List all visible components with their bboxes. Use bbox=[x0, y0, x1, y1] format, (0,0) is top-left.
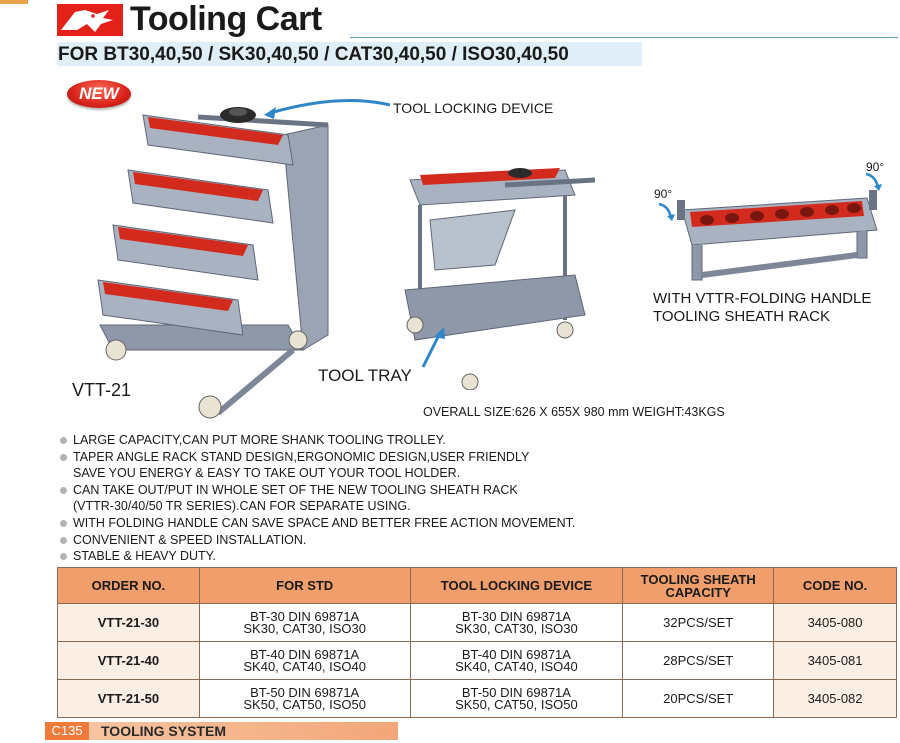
order-no-cell: VTT-21-50 bbox=[58, 680, 200, 718]
feature-item bbox=[58, 548, 658, 565]
tool-tray-arrow bbox=[418, 325, 448, 370]
feature-item bbox=[58, 515, 658, 532]
feature-text: CONVENIENT & SPEED INSTALLATION. bbox=[73, 532, 307, 547]
feature-text: WITH FOLDING HANDLE CAN SAVE SPACE AND BETTER FREE ACTION MOVEMENT. bbox=[73, 515, 576, 530]
feature-item bbox=[58, 432, 658, 449]
header-code-no: CODE NO. bbox=[774, 568, 897, 604]
overall-size-label: OVERALL SIZE:626 X 655X 980 mm WEIGHT:43KGS bbox=[423, 405, 725, 419]
page-title: Tooling Cart bbox=[130, 0, 322, 38]
for-std-line1: BT-30 DIN 69871A bbox=[250, 608, 360, 624]
locking-device-cell bbox=[410, 604, 623, 642]
feature-text-continued: (VTTR-30/40/50 TR SERIES).CAN FOR SEPARATE USING. bbox=[73, 499, 411, 514]
table-row bbox=[58, 604, 897, 642]
tool-tray-label: TOOL TRAY bbox=[318, 366, 412, 385]
page-number: C135 bbox=[45, 722, 89, 740]
order-no-cell: VTT-21-40 bbox=[58, 642, 200, 680]
table-header-row bbox=[58, 568, 897, 604]
feature-item bbox=[58, 449, 658, 482]
feature-text: TAPER ANGLE RACK STAND DESIGN,ERGONOMIC DESIGN,USER FRIENDLY bbox=[73, 449, 530, 464]
locking-device-cell bbox=[410, 680, 623, 718]
tool-locking-device-label: TOOL LOCKING DEVICE bbox=[393, 100, 554, 116]
table-row bbox=[58, 642, 897, 680]
order-no-cell: VTT-21-30 bbox=[58, 604, 200, 642]
feature-item bbox=[58, 532, 658, 549]
locking-device-line2: SK50, CAT50, ISO50 bbox=[455, 696, 578, 712]
for-std-cell bbox=[199, 642, 410, 680]
code-no-cell: 3405-080 bbox=[774, 604, 897, 642]
header-for-std: FOR STD bbox=[199, 568, 410, 604]
table-row bbox=[58, 680, 897, 718]
for-std-cell bbox=[199, 680, 410, 718]
header-sheath-capacity bbox=[623, 568, 774, 604]
folding-rack-caption-line2: TOOLING SHEATH RACK bbox=[653, 308, 830, 325]
feature-item bbox=[58, 482, 658, 515]
rotate-left-icon bbox=[655, 200, 677, 222]
for-std-cell bbox=[199, 604, 410, 642]
code-no-cell: 3405-081 bbox=[774, 642, 897, 680]
capacity-cell: 20PCS/SET bbox=[623, 680, 774, 718]
for-std-line2: SK40, CAT40, ISO40 bbox=[243, 658, 366, 674]
model-label: VTT-21 bbox=[72, 380, 132, 400]
angle-right-label: 90° bbox=[866, 160, 885, 174]
code-no-cell: 3405-082 bbox=[774, 680, 897, 718]
capacity-cell: 32PCS/SET bbox=[623, 604, 774, 642]
for-std-line1: BT-50 DIN 69871A bbox=[250, 684, 360, 700]
header-sheath-capacity-line1: TOOLING SHEATH bbox=[640, 571, 756, 587]
feature-text-continued: SAVE YOU ENERGY & EASY TO TAKE OUT YOUR TOOL HOLDER. bbox=[73, 466, 461, 481]
locking-device-line2: SK30, CAT30, ISO30 bbox=[455, 620, 578, 636]
for-std-line1: BT-40 DIN 69871A bbox=[250, 646, 360, 662]
feature-list bbox=[58, 432, 658, 565]
header-order-no: ORDER NO. bbox=[58, 568, 200, 604]
locking-device-line2: SK40, CAT40, ISO40 bbox=[455, 658, 578, 674]
capacity-cell: 28PCS/SET bbox=[623, 642, 774, 680]
locking-device-cell bbox=[410, 642, 623, 680]
header-divider bbox=[350, 37, 898, 38]
folding-rack-caption-line1: WITH VTTR-FOLDING HANDLE bbox=[653, 290, 872, 307]
for-std-line2: SK30, CAT30, ISO30 bbox=[243, 620, 366, 636]
angle-left-label: 90° bbox=[654, 187, 673, 201]
spec-table bbox=[57, 567, 897, 718]
feature-text: STABLE & HEAVY DUTY. bbox=[73, 549, 216, 564]
header-tool-locking-device: TOOL LOCKING DEVICE bbox=[410, 568, 623, 604]
for-std-line2: SK50, CAT50, ISO50 bbox=[243, 696, 366, 712]
footer-section-title: TOOLING SYSTEM bbox=[101, 723, 226, 739]
new-badge: NEW bbox=[67, 80, 131, 108]
corner-tab bbox=[0, 0, 28, 4]
page-subtitle: FOR BT30,40,50 / SK30,40,50 / CAT30,40,50 / ISO30,40,50 bbox=[58, 44, 569, 65]
brand-logo bbox=[57, 4, 123, 36]
feature-text: CAN TAKE OUT/PUT IN WHOLE SET OF THE NEW TOOLING SHEATH RACK bbox=[73, 482, 518, 497]
locking-device-arrow bbox=[260, 95, 395, 125]
locking-device-line1: BT-30 DIN 69871A bbox=[461, 608, 571, 624]
feature-text: LARGE CAPACITY,CAN PUT MORE SHANK TOOLING TROLLEY. bbox=[73, 433, 446, 447]
header-sheath-capacity-line2: CAPACITY bbox=[665, 584, 731, 600]
locking-device-line1: BT-50 DIN 69871A bbox=[461, 684, 571, 700]
locking-device-line1: BT-40 DIN 69871A bbox=[461, 646, 571, 662]
folding-rack-illustration bbox=[672, 180, 887, 290]
